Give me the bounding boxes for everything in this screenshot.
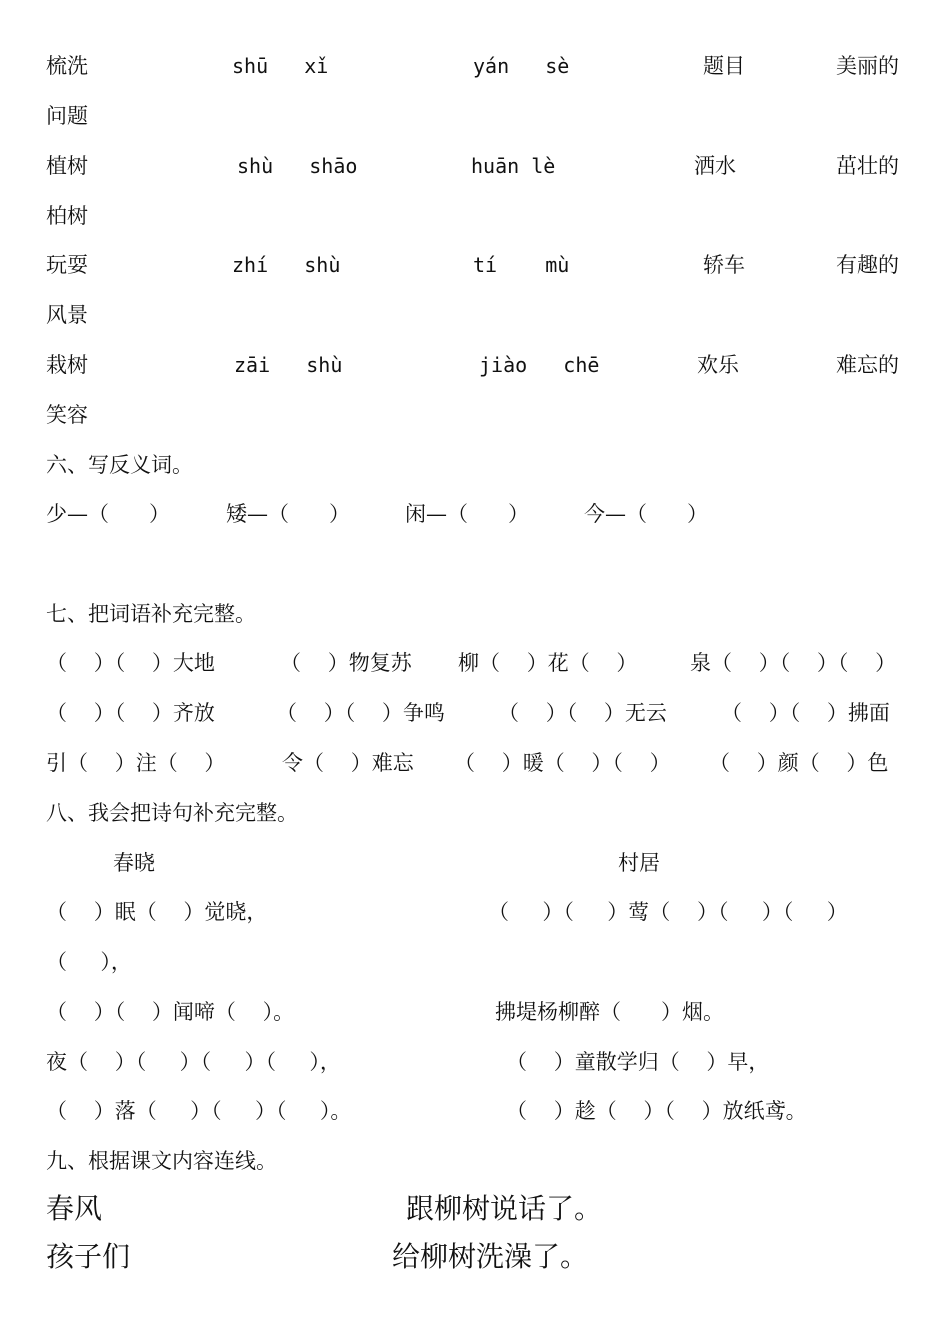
fill-item: 柳（ ）花（ ）	[458, 651, 638, 675]
poem-title: 村居	[618, 851, 660, 875]
vocab-row-wrap	[0, 99, 950, 133]
poem-line	[0, 895, 950, 929]
poem-line-left: （ ）落（ ）（ ）（ ）。	[46, 1099, 352, 1123]
poem-line-left: （ ）眠（ ）觉晓，	[46, 900, 268, 924]
match-right-item: 跟柳树说话了。	[406, 1192, 603, 1225]
vocab-word: 风景	[46, 303, 88, 327]
vocab-pinyin: tí mù	[473, 253, 570, 277]
fill-item: （ ）（ ）无云	[498, 701, 667, 725]
fill-item: 令（ ）难忘	[282, 751, 414, 775]
vocab-word: 柏树	[46, 204, 88, 228]
poem-line-right: 拂堤杨柳醉（ ）烟。	[495, 1000, 725, 1024]
vocab-word: 有趣的	[836, 253, 899, 277]
section-title	[0, 448, 950, 482]
poem-line	[0, 1045, 950, 1079]
fill-item: （ ）（ ）齐放	[46, 701, 215, 725]
vocab-row	[0, 248, 950, 282]
vocab-word: 玩耍	[46, 253, 88, 277]
section-9-title: 九、根据课文内容连线。	[46, 1149, 277, 1173]
vocab-row-wrap	[0, 199, 950, 233]
antonym-item: 少—（ ）	[46, 502, 171, 526]
fill-item: （ ）（ ）争鸣	[276, 701, 445, 725]
poem-line-left: 夜（ ）（ ）（ ）（ ），	[46, 1050, 341, 1074]
vocab-pinyin: huān lè	[471, 154, 556, 178]
vocab-word: 植树	[46, 154, 88, 178]
vocab-word: 难忘的	[836, 353, 899, 377]
fill-item: （ ）颜（ ）色	[709, 751, 889, 775]
fill-item: （ ）暖（ ）（ ）	[454, 751, 671, 775]
fill-item: 引（ ）注（ ）	[46, 751, 226, 775]
vocab-word: 洒水	[694, 154, 736, 178]
poem-titles	[0, 846, 950, 880]
fill-item: 泉（ ）（ ）（ ）	[690, 651, 897, 675]
poem-line-left: （ ），	[46, 950, 132, 974]
fill-row	[0, 646, 950, 680]
vocab-word: 笑容	[46, 403, 88, 427]
vocab-word: 欢乐	[697, 353, 739, 377]
antonym-row	[0, 497, 950, 531]
vocab-pinyin: jiào chē	[479, 353, 600, 377]
section-6-title: 六、写反义词。	[46, 453, 193, 477]
match-left-item: 孩子们	[46, 1240, 131, 1273]
section-title	[0, 1144, 950, 1178]
poem-line	[0, 945, 950, 979]
fill-item: （ ）（ ）大地	[46, 651, 215, 675]
vocab-pinyin: shū xǐ	[232, 54, 329, 78]
vocab-word: 栽树	[46, 353, 88, 377]
vocab-row	[0, 348, 950, 382]
vocab-word: 美丽的	[836, 54, 899, 78]
poem-title: 春晓	[113, 851, 155, 875]
poem-line-left: （ ）（ ）闻啼（ ）。	[46, 1000, 295, 1024]
vocab-pinyin: yán sè	[473, 54, 570, 78]
poem-line	[0, 1094, 950, 1128]
match-right-item: 给柳树洗澡了。	[392, 1240, 589, 1273]
vocab-pinyin: zhí shù	[232, 253, 341, 277]
fill-row	[0, 746, 950, 780]
fill-item: （ ）（ ）拂面	[721, 701, 890, 725]
match-row	[0, 1189, 950, 1229]
fill-item: （ ）物复苏	[280, 651, 412, 675]
antonym-item: 闲—（ ）	[405, 502, 530, 526]
match-row	[0, 1237, 950, 1277]
vocab-pinyin: zāi shù	[234, 353, 343, 377]
vocab-word: 梳洗	[46, 54, 88, 78]
section-8-title: 八、我会把诗句补充完整。	[46, 801, 298, 825]
vocab-row-wrap	[0, 398, 950, 432]
poem-line	[0, 995, 950, 1029]
vocab-pinyin: shù shāo	[237, 154, 358, 178]
section-7-title: 七、把词语补充完整。	[46, 602, 256, 626]
fill-row	[0, 696, 950, 730]
antonym-item: 矮—（ ）	[226, 502, 351, 526]
section-title	[0, 597, 950, 631]
vocab-row	[0, 49, 950, 83]
vocab-word: 问题	[46, 104, 88, 128]
section-title	[0, 796, 950, 830]
poem-line-right: （ ）趁（ ）（ ）放纸鸢。	[506, 1099, 807, 1123]
match-left-item: 春风	[46, 1192, 103, 1225]
vocab-row-wrap	[0, 298, 950, 332]
vocab-word: 茁壮的	[836, 154, 899, 178]
poem-line-right: （ ）（ ）莺（ ）（ ）（ ）	[488, 900, 848, 924]
vocab-word: 题目	[703, 54, 745, 78]
poem-line-right: （ ）童散学归（ ）早，	[506, 1050, 770, 1074]
vocab-row	[0, 149, 950, 183]
vocab-word: 轿车	[703, 253, 745, 277]
antonym-item: 今—（ ）	[584, 502, 709, 526]
